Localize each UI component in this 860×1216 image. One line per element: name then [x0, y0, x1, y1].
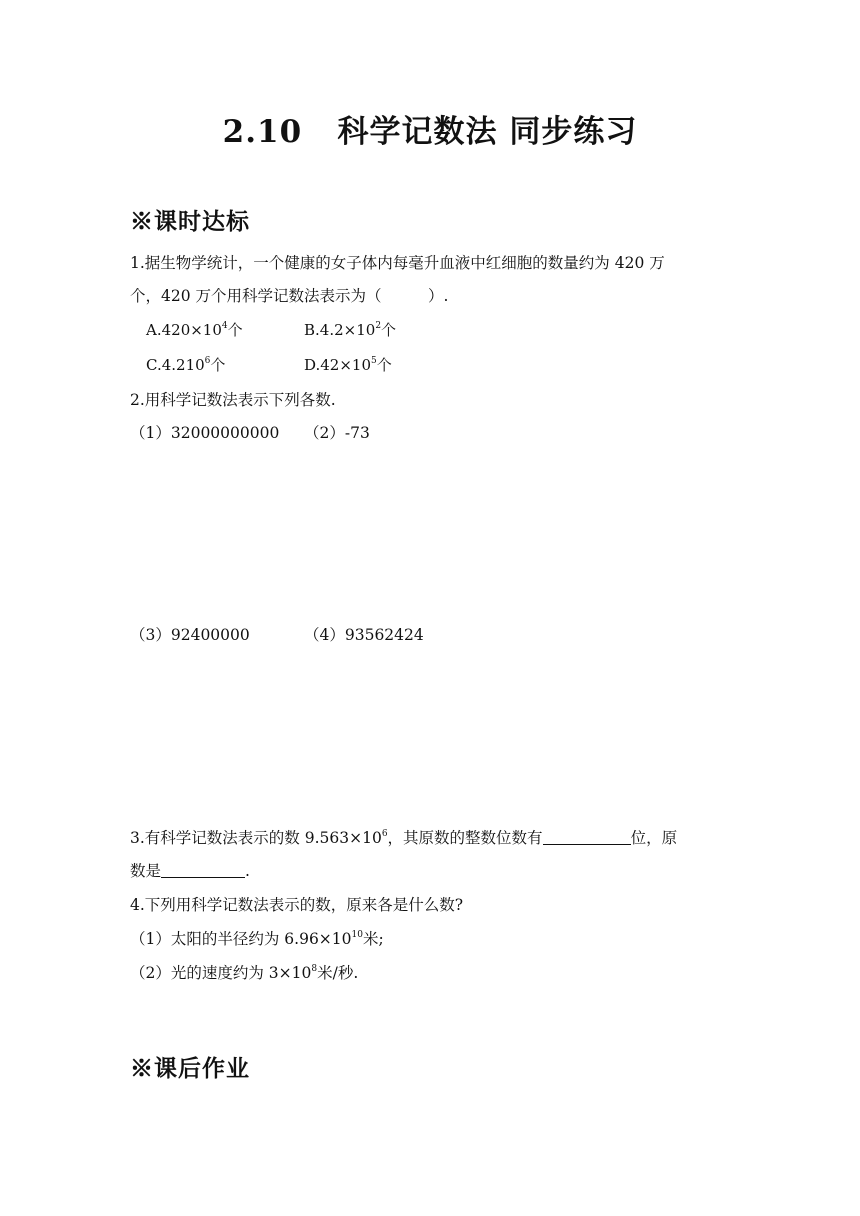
q2-part-4: （4）93562424 — [304, 626, 424, 644]
q2-part-1: （1）32000000000 — [130, 424, 280, 442]
q3-number-base: 3.有科学记数法表示的数 9.563×10 — [130, 829, 382, 847]
q3-number-exponent: 6 — [381, 829, 388, 839]
q2-part-2: （2）-73 — [304, 424, 370, 442]
section-heading-class: ※课时达标 — [130, 208, 250, 235]
q3-line-2-suffix: . — [245, 862, 250, 880]
q1-option-c — [146, 355, 225, 375]
q1-line-1: 1.据生物学统计，一个健康的女子体内每毫升血液中红细胞的数量约为 420 万 — [130, 254, 665, 272]
q3-line-2-prefix: 数是 — [130, 862, 162, 880]
q1-option-b-exponent: 2 — [375, 321, 382, 331]
q4-stem: 4.下列用科学记数法表示的数，原来各是什么数? — [130, 896, 464, 914]
q1-option-d-exponent: 5 — [371, 356, 377, 366]
q1-option-c-base: C.4.210 — [146, 356, 205, 374]
q1-option-a-exponent: 4 — [221, 321, 228, 331]
q1-option-d-base: D.42×10 — [304, 356, 372, 374]
q4-part-1-unit: 米; — [362, 930, 384, 948]
q3-blank-original-number[interactable] — [161, 863, 245, 878]
q3-line-2 — [130, 861, 250, 881]
q4-part-1 — [130, 929, 384, 949]
q1-option-c-unit: 个 — [210, 356, 226, 374]
q4-part-1-text: （1）太阳的半径约为 6.96×10 — [130, 930, 352, 948]
q1-line-2: 个，420 万个用科学记数法表示为（ ）. — [130, 287, 449, 305]
q1-option-a — [146, 320, 243, 340]
section-heading-homework: ※课后作业 — [130, 1055, 250, 1082]
q3-end-text: 位，原 — [630, 829, 678, 847]
q1-option-b-unit: 个 — [381, 321, 397, 339]
q4-part-2 — [130, 963, 358, 983]
q4-part-2-exponent: 8 — [311, 964, 318, 974]
q1-option-d-unit: 个 — [376, 356, 392, 374]
q1-option-a-unit: 个 — [227, 321, 243, 339]
q3-middle-text: ，其原数的整数位数有 — [387, 829, 543, 847]
q1-option-b-base: B.4.2×10 — [304, 321, 376, 339]
q1-option-a-base: A.420×10 — [146, 321, 222, 339]
q2-part-3: （3）92400000 — [130, 626, 250, 644]
q3-blank-digits[interactable] — [543, 830, 631, 845]
q4-part-2-text: （2）光的速度约为 3×10 — [130, 964, 312, 982]
q1-option-c-exponent: 6 — [204, 356, 211, 366]
q3-line-1 — [130, 828, 677, 848]
q2-stem: 2.用科学记数法表示下列各数. — [130, 391, 336, 409]
q4-part-1-exponent: 10 — [351, 930, 363, 940]
q4-part-2-unit: 米/秒. — [317, 964, 359, 982]
q1-option-d — [304, 355, 392, 375]
q1-option-b — [304, 320, 396, 340]
page-title: 2.10 科学记数法 同步练习 — [222, 114, 638, 150]
